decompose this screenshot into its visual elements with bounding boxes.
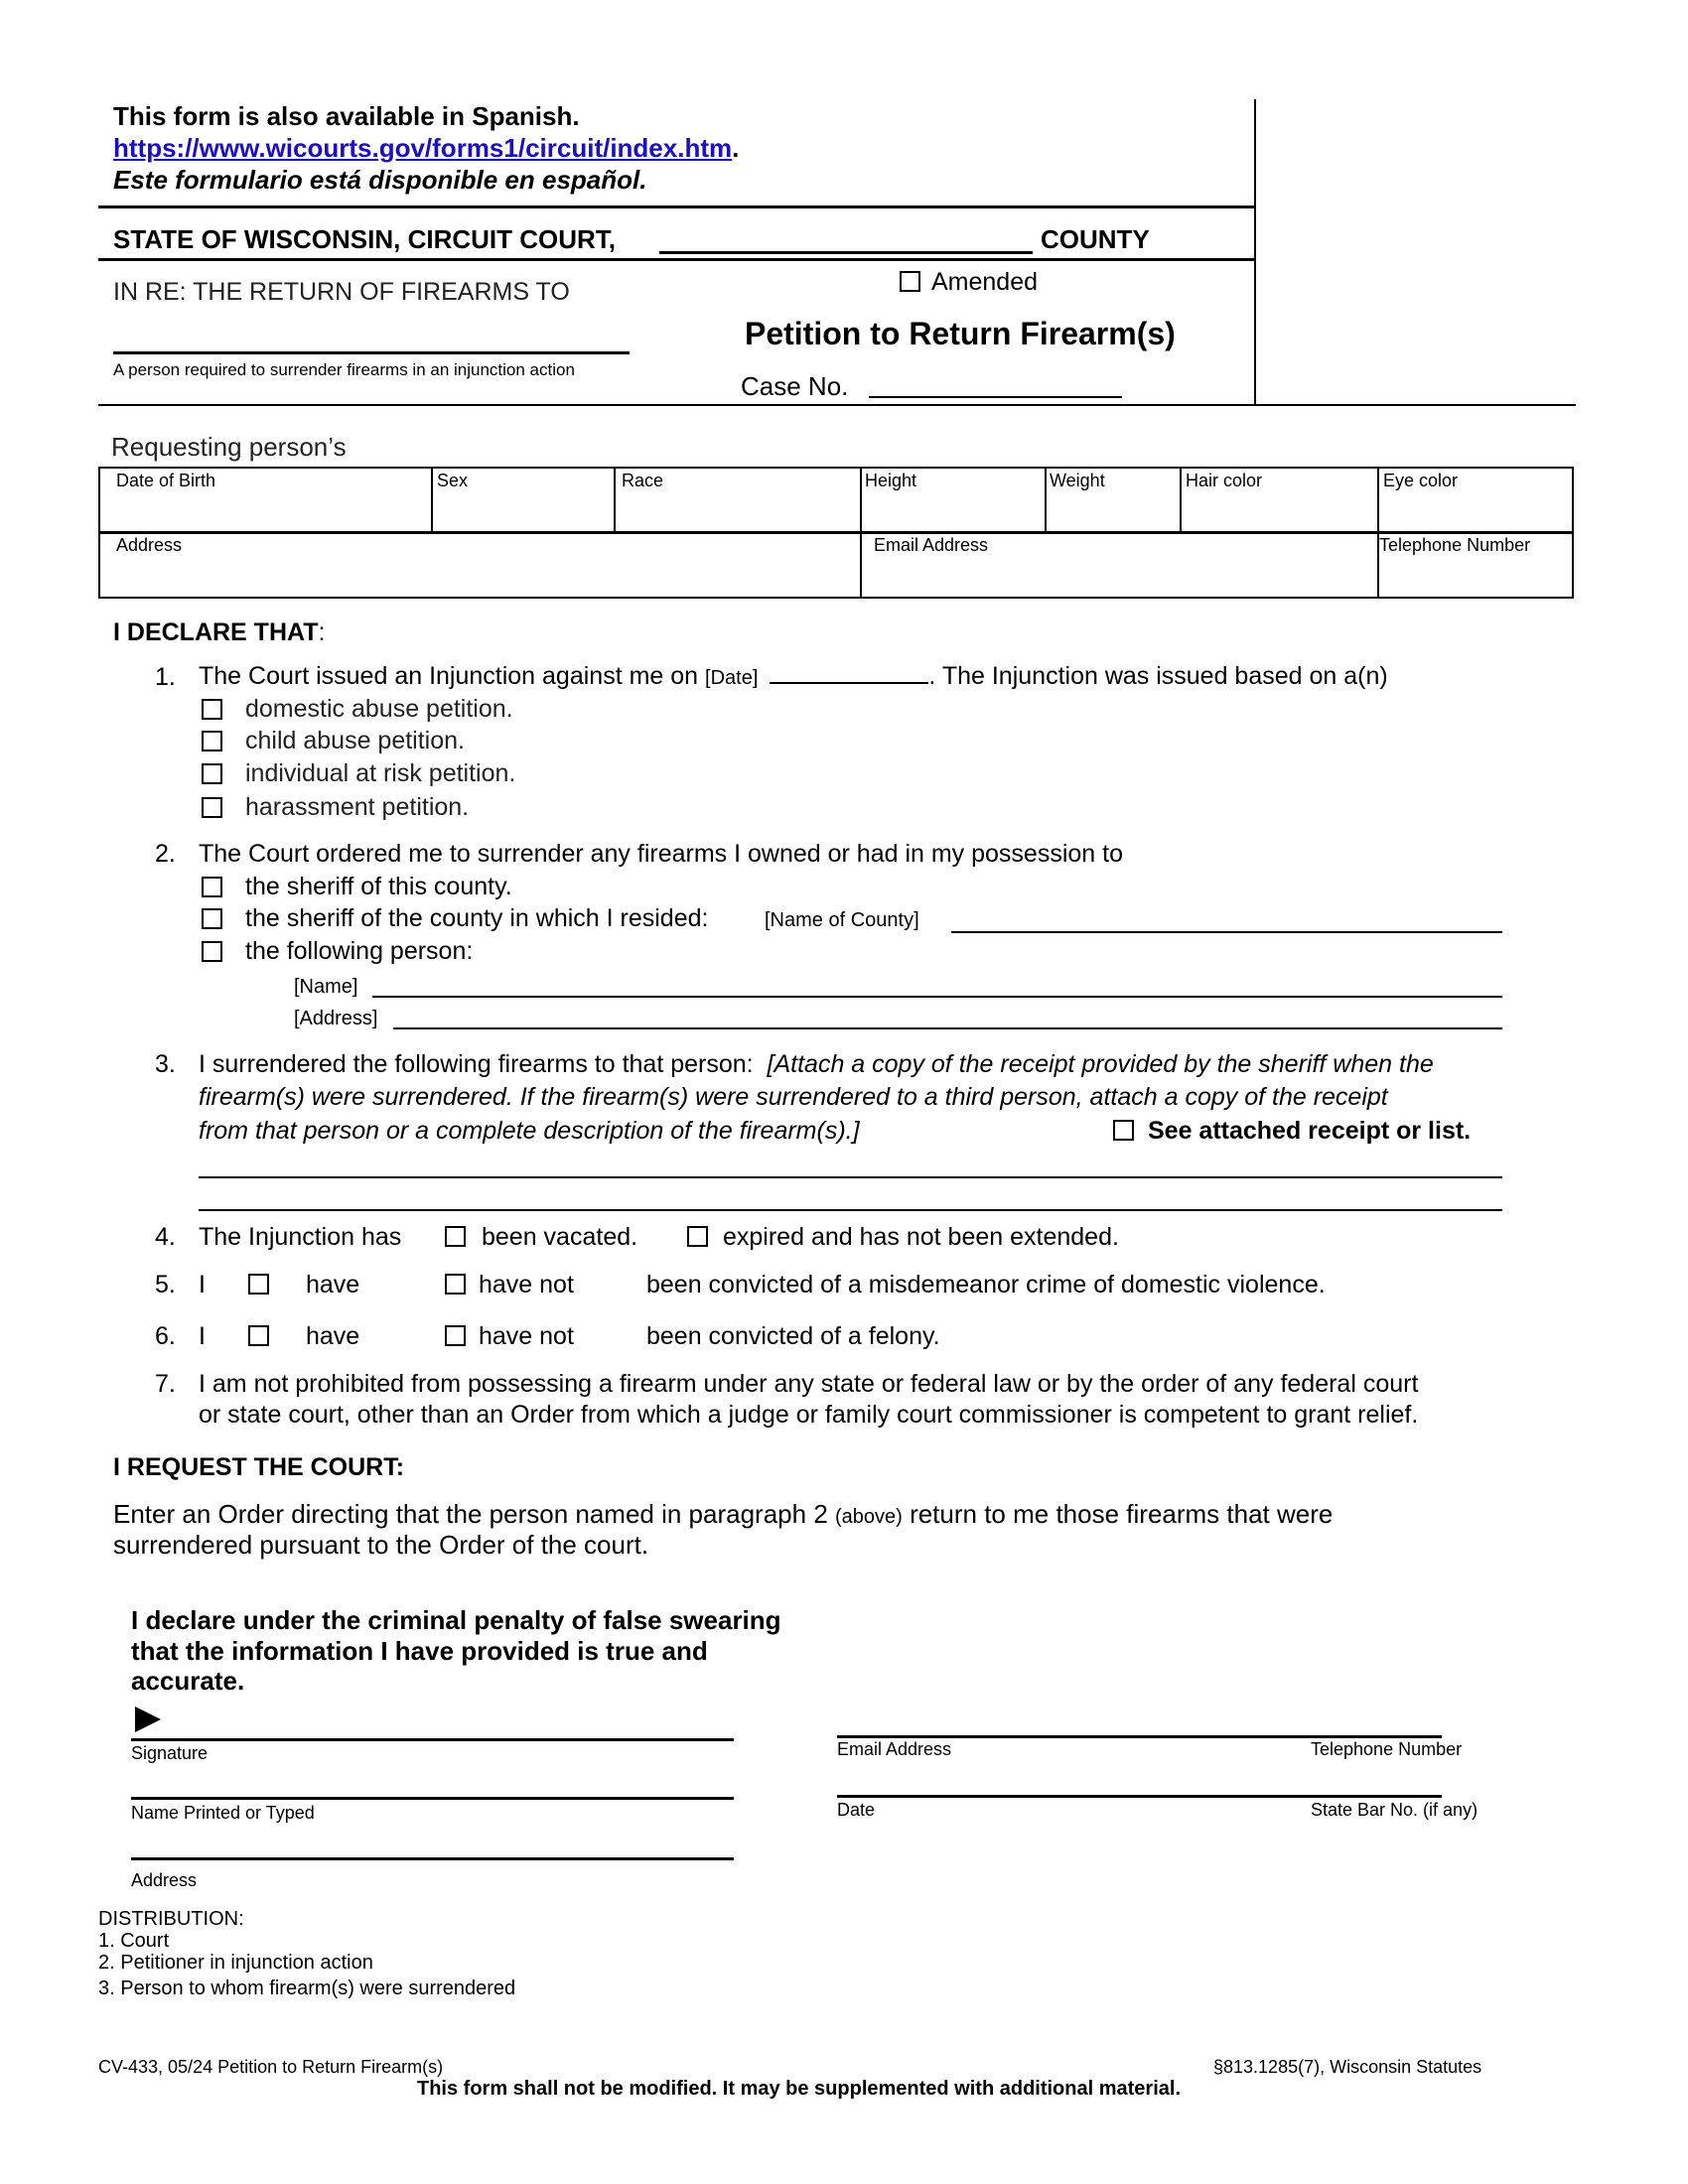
weight-field[interactable]: Weight [1050,471,1105,490]
header-divider [1254,99,1256,405]
person-name-field[interactable] [113,351,630,354]
county-name-field[interactable] [951,931,1502,933]
height-field[interactable]: Height [865,471,917,490]
request-line2: surrendered pursuant to the Order of the court. [113,1530,649,1560]
item3-instruction: firearm(s) were surrendered. If the firearm(s) were surrendered to a third person, attach a copy of the receipt [199,1083,1388,1111]
request-text: return to me those firearms that were [910,1499,1334,1529]
misdemeanor-have-not-checkbox[interactable] [445,1274,466,1295]
col-divider [614,467,616,532]
phone-label: Telephone Number [1311,1739,1463,1759]
declaration-text: I declare under the criminal penalty of false swearing [131,1605,781,1635]
item-number: 7. [155,1370,176,1398]
item3-line1 [199,1052,1434,1077]
pronoun: I [199,1322,206,1350]
request-heading: I REQUEST THE COURT: [113,1453,405,1481]
county-label: COUNTY [1041,224,1150,254]
item3-instruction: from that person or a complete description of the firearm(s).] [199,1117,860,1145]
option-label: the following person: [245,937,474,965]
have-label: have [306,1322,360,1350]
item2-text: The Court ordered me to surrender any firearms I owned or had in my possession to [199,840,1123,868]
item7-text: or state court, other than an Order from which a judge or family court commissioner is competent to grant relief. [199,1401,1419,1429]
felony-have-not-checkbox[interactable] [445,1325,466,1346]
date-field[interactable] [770,662,928,684]
option-label: domestic abuse petition. [245,695,513,723]
page-title: Petition to Return Firearm(s) [745,316,1176,351]
name-line[interactable] [131,1797,734,1800]
misdemeanor-have-checkbox[interactable] [248,1274,269,1295]
requesting-heading: Requesting person’s [111,432,347,462]
eye-color-field[interactable]: Eye color [1383,471,1459,490]
have-label: have [306,1271,360,1298]
pronoun: I [199,1271,206,1298]
form-id: CV-433, 05/24 Petition to Return Firearm(s) [98,2057,444,2077]
case-no-label: Case No. [741,371,849,401]
statute: §813.1285(7), Wisconsin Statutes [1213,2057,1482,2077]
email-label: Email Address [837,1739,952,1759]
address-line[interactable] [131,1857,734,1860]
sheriff-other-county-checkbox[interactable] [202,908,222,929]
divider [98,404,1576,406]
item5-text: been convicted of a misdemeanor crime of domestic violence. [646,1271,1326,1298]
vacated-checkbox[interactable] [445,1226,466,1247]
amended-label: Amended [931,268,1039,296]
domestic-abuse-checkbox[interactable] [202,699,222,720]
have-not-label: have not [479,1271,574,1298]
item-number: 4. [155,1223,176,1251]
distribution-item: 3. Person to whom firearm(s) were surrendered [98,1978,516,1999]
item-number: 2. [155,840,176,868]
colon: : [318,618,326,646]
distribution-item: 2. Petitioner in injunction action [98,1952,373,1974]
firearms-line[interactable] [199,1209,1502,1211]
col-divider [1045,467,1047,532]
telephone-field[interactable]: Telephone Number [1379,535,1531,555]
date-hint: [Date] [705,667,759,689]
col-divider [860,467,862,599]
harassment-checkbox[interactable] [202,797,222,818]
signature-arrow-icon [135,1706,161,1732]
state-bar-label: State Bar No. (if any) [1311,1800,1478,1820]
item-number: 5. [155,1271,176,1298]
signature-label: Signature [131,1743,209,1763]
declare-heading-text: I DECLARE THAT [113,618,319,646]
date-label: Date [837,1800,876,1820]
individual-at-risk-checkbox[interactable] [202,763,222,784]
amended-checkbox[interactable] [900,271,920,292]
attached-receipt-checkbox[interactable] [1113,1120,1134,1141]
item7-text: I am not prohibited from possessing a firearm under any state or federal law or by the order of any federal court [199,1370,1419,1398]
address-field[interactable]: Address [116,535,183,555]
col-divider [1377,467,1379,599]
table-divider [98,531,1574,534]
person-name-line[interactable] [372,996,1502,998]
forms-link-row [113,135,739,161]
following-person-checkbox[interactable] [202,941,222,962]
declaration-text: that the information I have provided is true and [131,1636,708,1666]
county-hint: [Name of County] [765,909,919,931]
spanish-notice: This form is also available in Spanish. [113,101,580,131]
col-divider [431,467,433,532]
name-hint: [Name] [294,976,358,998]
option-label: the sheriff of the county in which I resided: [245,904,709,932]
footer-notice: This form shall not be modified. It may be supplemented with additional material. [417,2078,1181,2100]
address-hint: [Address] [294,1008,378,1029]
date-line[interactable] [837,1795,1442,1798]
item-number: 6. [155,1322,176,1350]
person-caption: A person required to surrender firearms in an injunction action [113,360,575,379]
item-number: 1. [155,663,176,691]
court-prefix: STATE OF WISCONSIN, CIRCUIT COURT, [113,224,617,254]
divider [98,205,1255,208]
attached-receipt-label: See attached receipt or list. [1148,1117,1472,1145]
county-field[interactable] [659,251,1033,254]
option-label: expired and has not been extended. [723,1223,1119,1251]
option-label: the sheriff of this county. [245,873,512,900]
divider [98,258,1255,261]
felony-have-checkbox[interactable] [248,1325,269,1346]
sex-field[interactable]: Sex [437,471,469,490]
item4-text: The Injunction has [199,1223,402,1251]
link-suffix: . [732,133,740,163]
address-label: Address [131,1870,198,1890]
firearms-line[interactable] [199,1176,1502,1178]
option-label: individual at risk petition. [245,759,516,787]
declaration-text: accurate. [131,1666,245,1696]
child-abuse-checkbox[interactable] [202,731,222,751]
item3-text: I surrendered the following firearms to that person: [199,1050,754,1078]
distribution-item: 1. Court [98,1930,170,1952]
case-no-field[interactable] [869,396,1122,398]
item6-text: been convicted of a felony. [646,1322,940,1350]
email-line[interactable] [837,1735,1442,1738]
col-divider [1180,467,1182,532]
distribution-heading: DISTRIBUTION: [98,1908,244,1930]
request-line1 [113,1501,1333,1527]
in-re-text: IN RE: THE RETURN OF FIREARMS TO [113,278,570,306]
item1-text-a: The Court issued an Injunction against me on [199,662,699,690]
dob-field[interactable]: Date of Birth [116,471,216,490]
item-number: 3. [155,1050,176,1078]
person-address-line[interactable] [393,1027,1502,1029]
signature-line[interactable] [131,1738,734,1741]
request-text: Enter an Order directing that the person named in paragraph 2 [113,1499,828,1529]
have-not-label: have not [479,1322,574,1350]
race-field[interactable]: Race [622,471,664,490]
name-label: Name Printed or Typed [131,1803,315,1823]
email-field[interactable]: Email Address [874,535,989,555]
above-note: (above) [835,1506,903,1528]
option-label: been vacated. [482,1223,638,1251]
sheriff-this-county-checkbox[interactable] [202,877,222,897]
item3-instruction: [Attach a copy of the receipt provided by the sheriff when the [767,1050,1434,1078]
option-label: harassment petition. [245,793,470,821]
declare-heading [113,620,325,645]
item1-text-b: . The Injunction was issued based on a(n) [928,662,1388,690]
expired-checkbox[interactable] [687,1226,708,1247]
option-label: child abuse petition. [245,727,465,754]
hair-color-field[interactable]: Hair color [1186,471,1263,490]
spanish-text: Este formulario está disponible en español. [113,165,647,195]
forms-link[interactable]: https://www.wicourts.gov/forms1/circuit/index.htm [113,133,733,163]
item1-text [199,662,1388,689]
